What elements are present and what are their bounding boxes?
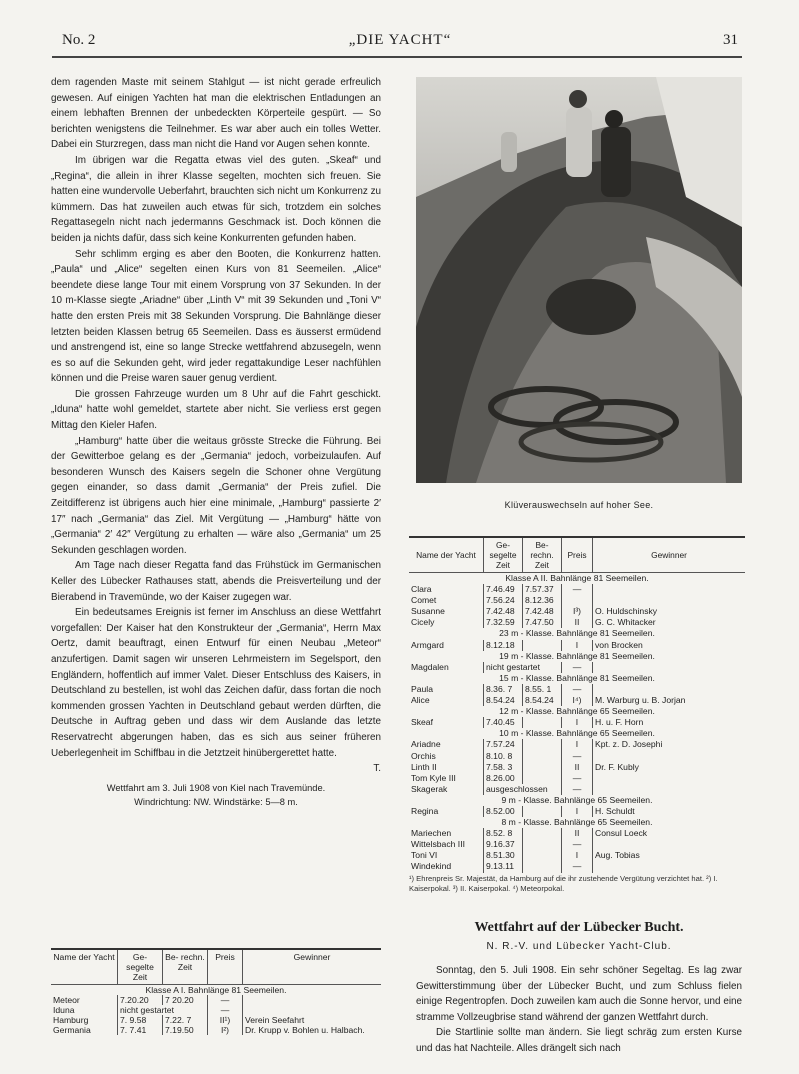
table-row: Orchis 8.10. 8 — (409, 751, 745, 762)
issue-number: No. 2 (62, 32, 96, 48)
table-row: Meteor 7.20.20 7 20.20 — (51, 995, 381, 1005)
table-row: Cicely 7.32.59 7.47.50 II G. C. Whitacker (409, 617, 745, 628)
table-row: Tom Kyle III 8.26.00 — (409, 773, 745, 784)
photo-caption: Klüverauswechseln auf hoher See. (504, 500, 654, 510)
boat-deck-photo (416, 77, 742, 483)
class-row: Klasse A II. Bahnlänge 81 Seemeilen. (505, 573, 649, 583)
wind-caption: Windrichtung: NW. Windstärke: 5—8 m. (134, 796, 298, 807)
table2-body (409, 573, 745, 873)
class-row: 10 m - Klasse. Bahnlänge 65 Seemeilen. (499, 728, 655, 739)
author-signature: T. (373, 763, 381, 775)
paragraph: „Hamburg“ hatte über die weitaus grösste Strecke die Führung. Bei der Gewitterboe gelang es der „Germania“ jedoch, vorbeizulaufen. Auf besonderen Wunsch des Kaisers segeln die Schoner ohne Vergütung gegen einander, so dass damit „Germania“ der Preis zufiel. Die Zeitdifferenz ist übrigens auch hier eine minimale, „Hamburg“ passierte 2′ 17″ nach „Germania“ das Ziel. Mit Vergütung — „Hamburg“ hätte von „Germania“ 2′ 42″ Vergütung zu erhalten — wäre also „Germania“ um 25 Sekunden geschlagen worden. (51, 435, 381, 556)
race-caption: Wettfahrt am 3. Juli 1908 von Kiel nach Travemünde. (106, 782, 326, 793)
table-row: Clara 7.46.49 7.57.37 — (409, 584, 745, 595)
table-row: Alice 8.54.24 8.54.24 I⁴) M. Warburg u. B. Jorjan (409, 695, 745, 706)
page-header (62, 32, 738, 54)
left-column (51, 75, 381, 809)
results-table-luebeck (409, 536, 745, 873)
class-row: 8 m - Klasse. Bahnlänge 65 Seemeilen. (501, 817, 653, 828)
table-row: Regina 8.52.00 I H. Schuldt (409, 806, 745, 817)
table-row: Linth II 7.58. 3 II Dr. F. Kubly (409, 762, 745, 773)
table-row: Mariechen 8.52. 8 II Consul Loeck (409, 828, 745, 839)
journal-title: „DIE YACHT“ (348, 32, 452, 48)
table-row: Iduna nicht gestartet — (51, 1005, 381, 1015)
class-row: 9 m - Klasse. Bahnlänge 65 Seemeilen. (501, 794, 653, 805)
paragraph: Sehr schlimm erging es aber den Booten, die Konkurrenz hatten. „Paula“ und „Alice“ segelten einen Kurs von 81 Seemeilen. „Alice“ beendete diese lange Tour mit einem Vorsprung von 37 Sekunden. In der 10 m-Klasse siegte „Ariadne“ über „Linth V“ mit 39 Sekunden und „Toni V“ hatte den ersten Preis mit 38 Sekunden Vorsprung. Die Bahnlänge dieser letzten beiden Klassen betrug 65 Seemeilen. Dass es äusserst ermüdend und anstrengend ist, eine so lange Strecke wettfahrend abzusegeln, wenn es so auf die Sekunden geht, wird jeder regattakundige Leser nachfühlen können und die Preise waren sauer genug verdient. (51, 248, 381, 385)
table-row: Germania 7. 7.41 7.19.50 I²) Dr. Krupp v. Bohlen u. Halbach. (51, 1025, 381, 1035)
header-rule (52, 56, 742, 58)
col-winner: Gewinner (593, 537, 746, 573)
table-footnote: ¹) Ehrenpreis Sr. Majestät, da Hamburg auf die ihr zustehende Vergütung verzichtet hat. ²) I. Kaiserpokal. ³) II. Kaiserpokal. ⁴) Meteorpokal. (409, 874, 718, 893)
table-row: Magdalen nicht gestartet — (409, 662, 745, 673)
table-row: Ariadne 7.57.24 I Kpt. z. D. Josephi (409, 739, 745, 750)
table-row: Toni VI 8.51.30 I Aug. Tobias (409, 850, 745, 861)
class-row: 23 m - Klasse. Bahnlänge 81 Seemeilen. (499, 628, 655, 639)
paragraph: Am Tage nach dieser Regatta fand das Frühstück im Germanischen Keller des Lübecker Rathauses statt, abends die Preisverteilung und der Bierabend in Travemünde, wo der Kaiser zugegen war. (51, 560, 381, 603)
class-row: 19 m - Klasse. Bahnlänge 81 Seemeilen. (499, 650, 655, 661)
col-sailed-time: Ge- segelte Zeit (484, 537, 523, 573)
right-column (416, 963, 742, 1057)
col-sailed-time: Ge- segelte Zeit (118, 949, 163, 985)
table-row: Skeaf 7.40.45 I H. u. F. Horn (409, 717, 745, 728)
class-row: Klasse A I. Bahnlänge 81 Seemeilen. (145, 985, 287, 995)
col-prize: Preis (562, 537, 593, 573)
col-prize: Preis (208, 949, 243, 985)
paragraph: Sonntag, den 5. Juli 1908. Ein sehr schöner Segeltag. Es lag zwar Gewitterstimmung über der Lübecker Bucht, und zum Schluss fielen einige Regentropfen. Doch zuweilen kam auch die Sonne hervor, und eine stramme Vollzeugbrise stand während der ganzen Wettfahrt durch. (416, 965, 742, 1023)
class-row: 15 m - Klasse. Bahnlänge 81 Seemeilen. (499, 672, 655, 683)
photo-jib-change (416, 77, 742, 483)
paragraph: Die Startlinie sollte man ändern. Sie liegt schräg zum ersten Kurse und das hat Nachteile. Alles drängelt sich nach (416, 1027, 742, 1054)
col-calc-time: Be- rechn. Zeit (523, 537, 562, 573)
table-row: Windekind 9.13.11 — (409, 861, 745, 872)
table-row: Hamburg 7. 9.58 7.22. 7 II¹) Verein Seefahrt (51, 1015, 381, 1025)
table-row: Armgard 8.12.18 I von Brocken (409, 640, 745, 651)
paragraph: Ein bedeutsames Ereignis ist ferner im Anschluss an diese Wettfahrt vorgefallen: Der Kaiser hat den Konstrukteur der „Germania“, Herrn Max Oertz, damit beauftragt, einen Entwurf für einen Neubau „Meteor“ anzufertigen. Damit sagen wir unseren Lehrmeistern im Segelsport, den Engländern, hoffentlich auf immer Valet. Dieser Entschluss des Kaisers, in Deutschland zu bestellen, ist wohl das Zeichen dafür, dass fortan die noch kommenden grossen Yachten in Deutschland gebaut werden dürften, die Deutsche in Auftrag geben und dass wir dem Auslande das letzte Reservatrecht abgerungen haben, das es sich aus seiner früheren Ueberlegenheit im Schiffbau in die Jetztzeit hinübergerettet hatte. (51, 607, 381, 759)
table-header-row (409, 537, 745, 573)
page-number: 31 (723, 32, 738, 48)
col-calc-time: Be- rechn. Zeit (163, 949, 208, 985)
table-row: Comet 7.56.24 8.12.36 (409, 595, 745, 606)
paragraph: Im übrigen war die Regatta etwas viel des guten. „Skeaf“ und „Regina“, die allein in ihrer Klasse segelten, mochten sich freuen. Sie hatten eine wundervolle Ueberfahrt, brauchten sich nicht um Konkurrenz zu kümmern. Das hat zuweilen auch etwas für sich, trotzdem ein solches Regattasegeln nicht nach jedermanns Geschmack ist. Doch können die beiden ja nichts dafür, dass sich keine Konkurrenten gefunden haben. (51, 154, 381, 244)
table1-caption (51, 781, 381, 809)
col-name: Name der Yacht (416, 550, 476, 560)
paragraph: Die grossen Fahrzeuge wurden um 8 Uhr auf die Fahrt geschickt. „Iduna“ hatte wohl gemeldet, startete aber nicht. Sie verliess erst gegen Mittag den Kieler Hafen. (51, 388, 381, 432)
table-row: Skagerak ausgeschlossen — (409, 784, 745, 795)
article-subtitle: N. R.-V. und Lübecker Yacht-Club. (486, 941, 672, 952)
col-winner: Gewinner (243, 949, 382, 985)
article-title: Wettfahrt auf der Lübecker Bucht. (474, 920, 684, 935)
table-row: Wittelsbach III 9.16.37 — (409, 839, 745, 850)
col-name: Name der Yacht (53, 952, 115, 962)
paragraph: dem ragenden Maste mit seinem Stahlgut — ist nicht gerade erfreulich gewesen. Auf einigen Yachten hat man die elektrischen Entladungen an einem lebhaften Brennen der unbedeckten Körperteile gespürt. — So berichten wenigstens die Teilnehmer. Es war aber auch ein tolles Wetter. Dabei ein Sturzregen, dass man nicht die Hand vor Augen sehen konnte. (51, 77, 381, 151)
table-row: Susanne 7.42.48 7.42.48 I³) O. Huldschinsky (409, 606, 745, 617)
table-row: Paula 8.36. 7 8.55. 1 — (409, 684, 745, 695)
table-header-row (51, 949, 381, 985)
results-table-kiel (51, 948, 381, 1035)
class-row: 12 m - Klasse. Bahnlänge 65 Seemeilen. (499, 706, 655, 717)
